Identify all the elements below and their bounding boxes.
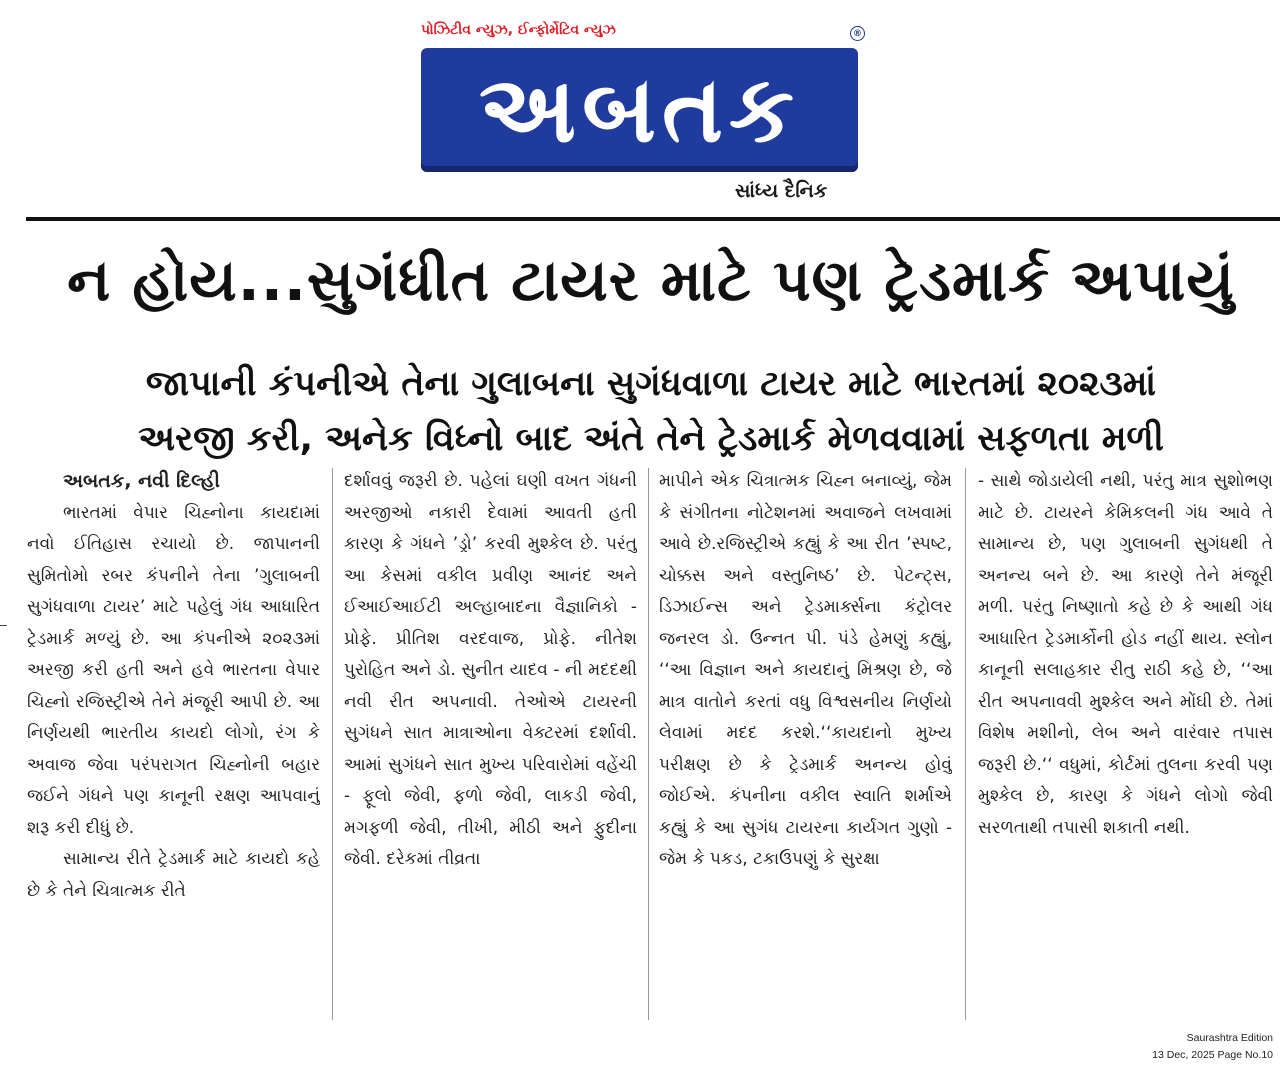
article-column-3 bbox=[659, 466, 952, 1026]
article-paragraph: સામાન્ય રીતે ટ્રેડમાર્ક માટે કાયદો કહે છે કે તેને ચિત્રાત્મક રીતે bbox=[27, 849, 320, 901]
date-page-label: 13 Dec, 2025 Page No.10 bbox=[1152, 1049, 1273, 1061]
newspaper-logo bbox=[421, 48, 858, 172]
article-paragraph: - સાથે જોડાયેલી નથી, પરંતુ માત્ર સુશોભણ માટે છે. ટાયરને કેમિકલની ગંધ આવે તે સામાન્ય છે, પણ ગુલાબની સુગંધથી તે અનન્ય બને છે. આ કારણે તેને મંજૂરી મળી. પરંતુ નિષ્ણાતો કહે છે કે આથી ગંધ આધારિત ટ્રેડમાર્કોની હોડ નહીં થાય. સ્લોન કાનૂની સલાહકાર રીતુ રાઠી કહે છે, ‘‘આ રીત અપનાવવી મુશ્કેલ અને મોંઘી છે. તેમાં વિશેષ મશીનો, લેબ અને વારંવાર તપાસ જરૂરી છે.‘‘ વધુમાં, કોર્ટમાં તુલના કરવી પણ મુશ્કેલ છે, કારણ કે ગંધને લોગો જેવી સરળતાથી તપાસી શકાતી નથી. bbox=[978, 471, 1273, 838]
registered-trademark-icon: ® bbox=[850, 26, 865, 41]
article-headline: ન હોય...સુગંધીત ટાયર માટે પણ ટ્રેડમાર્ક અપાયું bbox=[67, 246, 1235, 314]
masthead-tagline: પોઝિટીવ ન્યુઝ, ઈન્ફોર્મેટિવ ન્યુઝ bbox=[421, 22, 616, 38]
masthead-subtitle: સાંધ્ય દૈનિક bbox=[735, 180, 828, 202]
article-dateline: અબતક, નવી દિલ્હી bbox=[63, 470, 220, 492]
page-footer bbox=[1073, 1030, 1273, 1064]
article-paragraph: દર્શાવવું જરૂરી છે. પહેલાં ઘણી વખત ગંધની અરજીઓ નકારી દેવામાં આવતી હતી કારણ કે ગંધને ’ડ્રો’ કરવી મુશ્કેલ છે. પરંતુ આ કેસમાં વકીલ પ્રવીણ આનંદ અને ઈઆઈઆઈટી અલ્હાબાદના વૈજ્ઞાનિકો - પ્રોફે. પ્રીતિશ વરદવાજ, પ્રોફે. નીતેશ પુરોહિત અને ડો. સુનીત યાદવ - ની મદદથી નવી રીત અપનાવી. તેઓએ ટાયરની સુગંધને સાત માત્રાઓના વેક્ટરમાં દર્શાવી. આમાં સુગંધને સાત મુખ્ય પરિવારોમાં વહેંચી - ફૂલો જેવી, ફળો જેવી, લાકડી જેવી, મગફળી જેવી, તીખી, મીઠી અને ફુદીના જેવી. દરેકમાં તીવ્રતા bbox=[344, 471, 637, 869]
column-divider bbox=[332, 468, 333, 1020]
page-edge-mark bbox=[0, 625, 7, 626]
article-subheadline-line1: જાપાની કંપનીએ તેના ગુલાબના સુગંધવાળા ટાયર માટે ભારતમાં ૨૦૨૩માં bbox=[145, 364, 1157, 404]
article-paragraph: માપીને એક ચિત્રાત્મક ચિહ્ન બનાવ્યું, જેમ કે સંગીતના નોટેશનમાં અવાજને લખવામાં આવે છે.રજિસ્ટ્રીએ કહ્યું કે આ રીત ’સ્પષ્ટ, ચોક્કસ અને વસ્તુનિષ્ઠ’ છે. પેટન્ટ્સ, ડિઝાઈન્સ અને ટ્રેડમાર્ક્સના કંટ્રોલર જનરલ ડો. ઉન્નત પી. પંડે હેમણું કહ્યું, ‘‘આ વિજ્ઞાન અને કાયદાનું મિશ્રણ છે, જે માત્ર વાતોને કરતાં વધુ વિશ્વસનીય નિર્ણયો લેવામાં મદદ કરશે.‘‘કાયદાનો મુખ્ય પરીક્ષણ છે કે ટ્રેડમાર્ક અનન્ય હોવું જોઈએ. કંપનીના વકીલ સ્વાતિ શર્માએ કહ્યું કે આ સુગંધ ટાયરના કાર્યગત ગુણો - જેમ કે પકડ, ટકાઉપણું કે સુરક્ષા bbox=[659, 471, 952, 869]
article-column-2 bbox=[344, 466, 637, 1026]
masthead-divider bbox=[26, 217, 1280, 221]
article-subheadline-line2: અરજી કરી, અનેક વિધ્નો બાદ અંતે તેને ટ્રેડમાર્ક મેળવવામાં સફળતા મળી bbox=[138, 419, 1164, 459]
newspaper-logo-text: અબતક bbox=[479, 56, 800, 163]
column-divider bbox=[648, 468, 649, 1020]
article-column-1 bbox=[27, 466, 320, 1026]
article-column-4 bbox=[978, 466, 1273, 1026]
masthead bbox=[0, 0, 1283, 215]
edition-label: Saurashtra Edition bbox=[1186, 1032, 1273, 1044]
article-paragraph: ભારતમાં વેપાર ચિહ્નોના કાયદામાં નવો ઈતિહાસ રચાયો છે. જાપાનની સુમિતોમો રબર કંપનીને તેના ’ગુલાબની સુગંધવાળા ટાયર’ માટે પહેલું ગંધ આધારિત ટ્રેડમાર્ક મળ્યું છે. આ કંપનીએ ૨૦૨૩માં અરજી કરી હતી અને હવે ભારતના વેપાર ચિહ્નો રજિસ્ટ્રીએ તેને મંજૂરી આપી છે. આ નિર્ણયથી ભારતીય કાયદો લોગો, રંગ કે અવાજ જેવા પરંપરાગત ચિહ્નોની બહાર જઈને ગંધને પણ કાનૂની રક્ષણ આપવાનું શરૂ કરી દીધું છે. bbox=[27, 502, 320, 838]
column-divider bbox=[965, 468, 966, 1020]
